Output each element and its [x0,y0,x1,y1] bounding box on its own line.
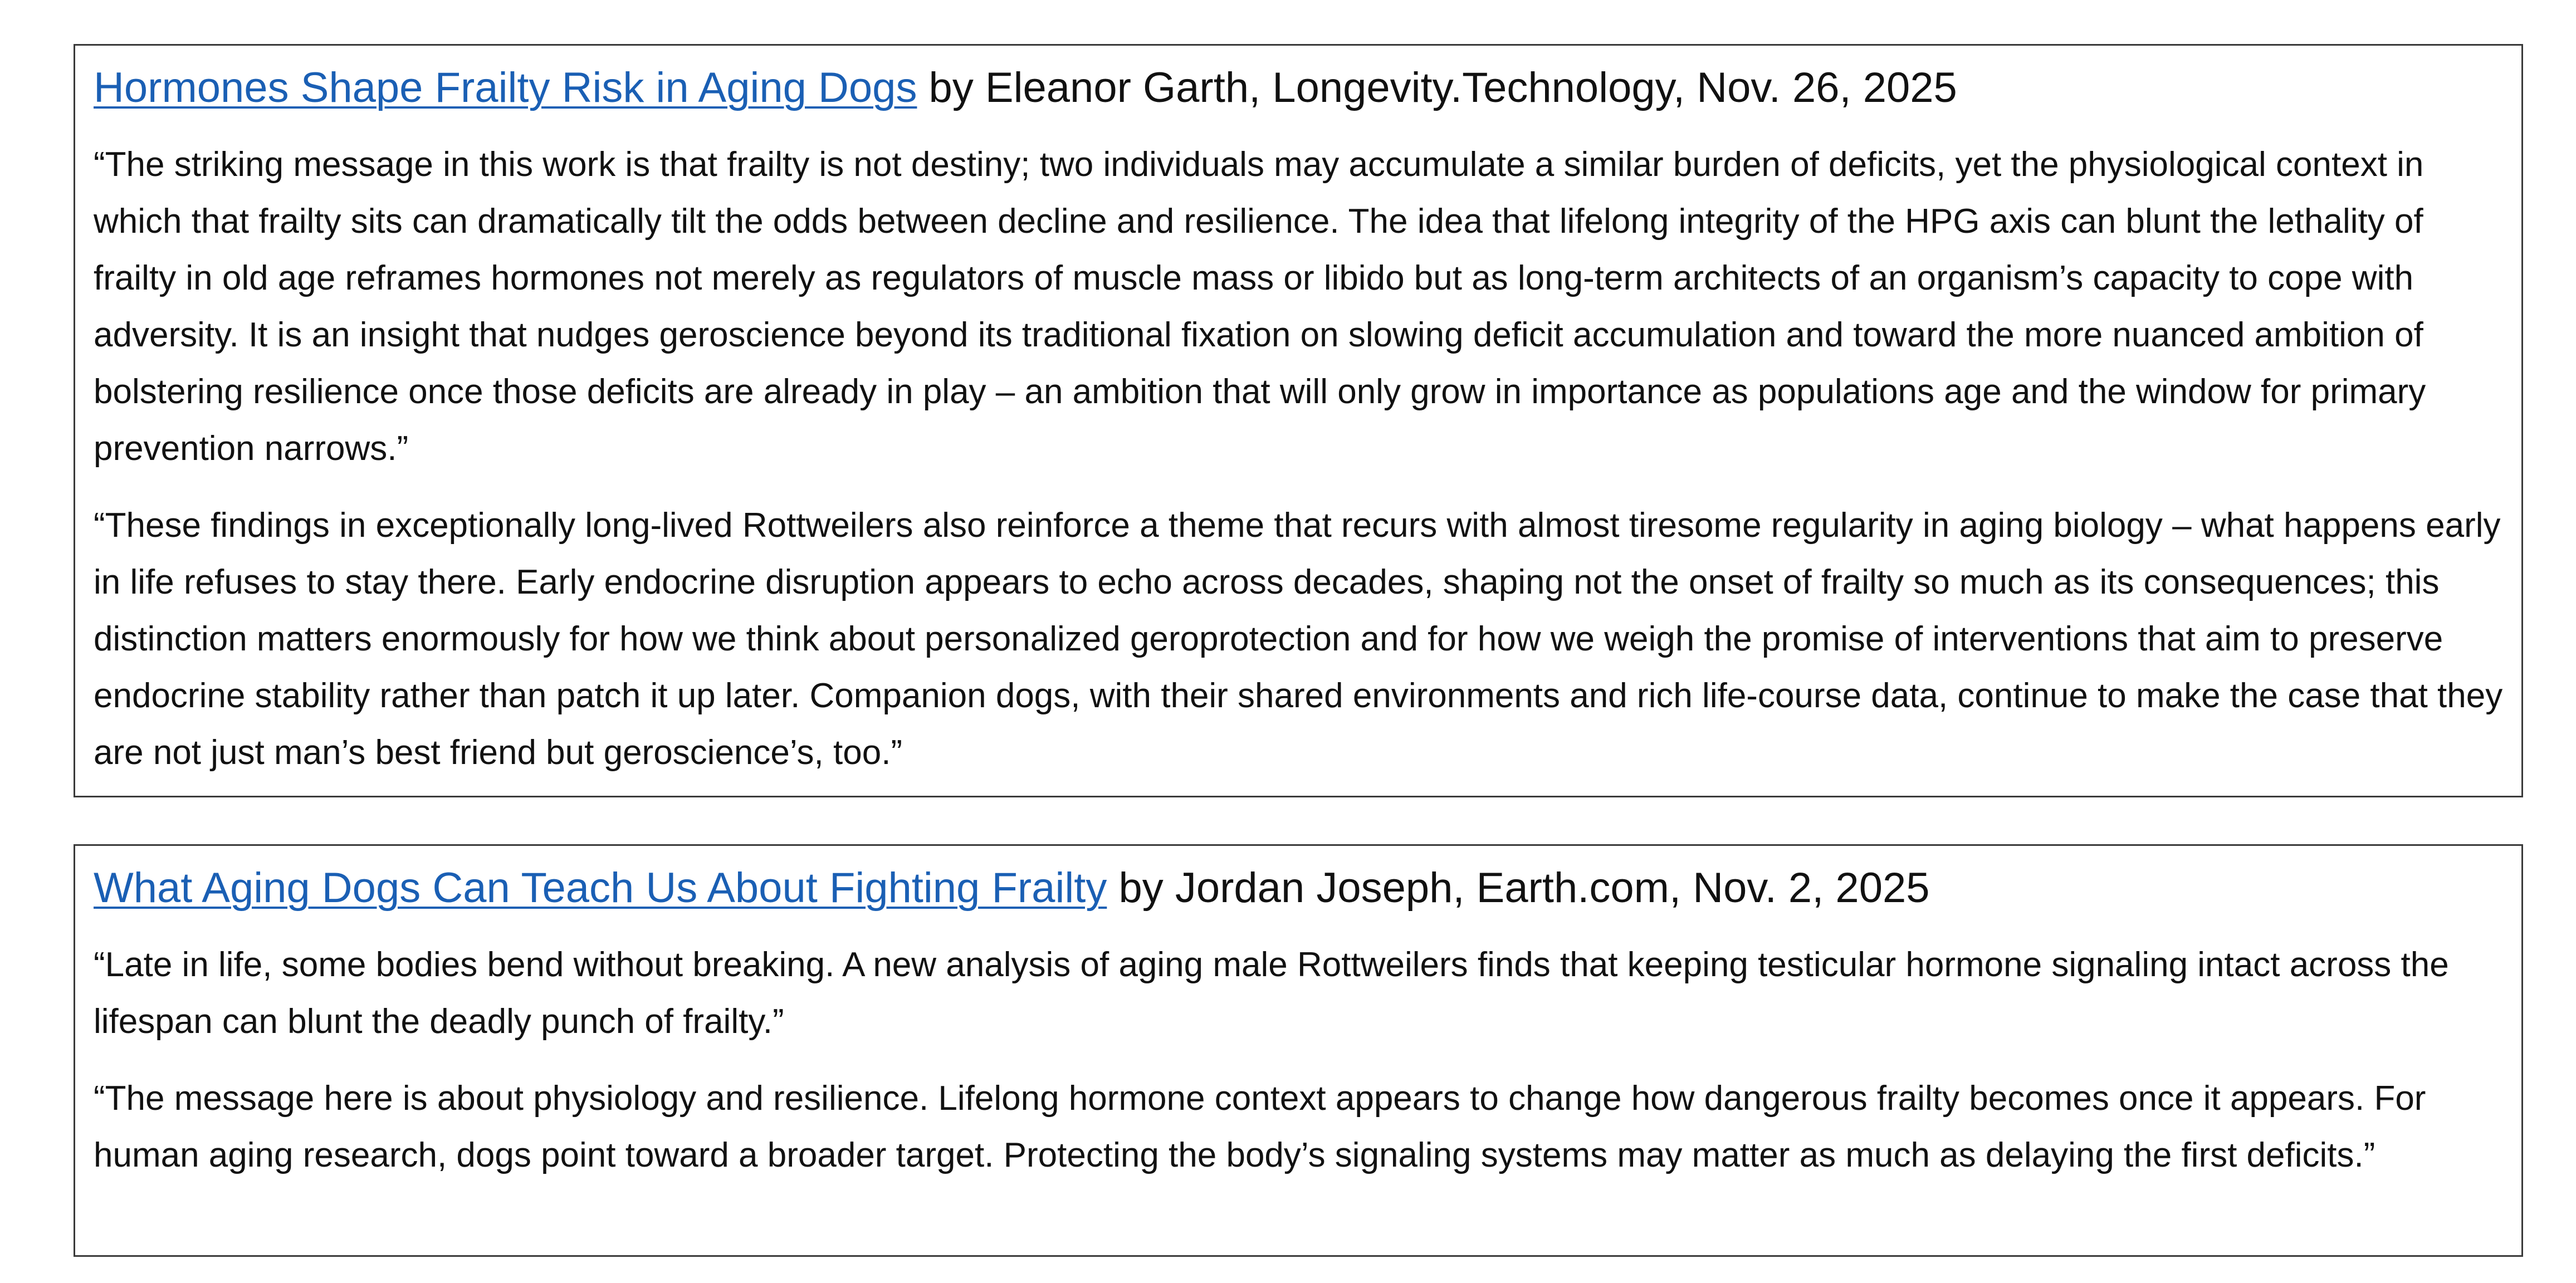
article-heading [94,861,2504,914]
article-byline: by Jordan Joseph, Earth.com, Nov. 2, 2025 [1107,864,1930,912]
article-title-link[interactable]: Hormones Shape Frailty Risk in Aging Dogs [94,64,917,111]
article-quote: “The striking message in this work is that frailty is not destiny; two individuals may accumulate a similar burden of deficits, yet the physiological context in which that frailty sits can dramatically tilt the odds between decline and resilience. The idea that lifelong integrity of the HPG axis can blunt the lethality of frailty in old age reframes hormones not merely as regulators of muscle mass or libido but as long-term architects of an organism’s capacity to cope with adversity. It is an insight that nudges geroscience beyond its traditional fixation on slowing deficit accumulation and toward the more nuanced ambition of bolstering resilience once those deficits are already in play – an ambition that will only grow in importance as populations age and the window for primary prevention narrows.” [94,145,2426,468]
article-quote: “These findings in exceptionally long-lived Rottweilers also reinforce a theme that recurs with almost tiresome regularity in aging biology – what happens early in life refuses to stay there. Early endocrine disruption appears to echo across decades, shaping not the onset of frailty so much as its consequences; this distinction matters enormously for how we think about personalized geroprotection and for how we weigh the promise of interventions that aim to preserve endocrine stability rather than patch it up later. Companion dogs, with their shared environments and rich life-course data, continue to make the case that they are not just man’s best friend but geroscience’s, too.” [94,506,2503,772]
article-heading [94,61,2504,114]
article-quote: “The message here is about physiology and resilience. Lifelong hormone context appears to change how dangerous frailty becomes once it appears. For human aging research, dogs point toward a broader target. Protecting the body’s signaling systems may matter as much as delaying the first deficits.” [94,1079,2426,1174]
article-card [74,44,2523,797]
article-card [74,844,2523,1257]
article-byline: by Eleanor Garth, Longevity.Technology, Nov. 26, 2025 [917,64,1957,111]
article-title-link[interactable]: What Aging Dogs Can Teach Us About Fighting Frailty [94,864,1107,912]
article-quote: “Late in life, some bodies bend without breaking. A new analysis of aging male Rottweilers finds that keeping testicular hormone signaling intact across the lifespan can blunt the deadly punch of frailty.” [94,946,2449,1041]
